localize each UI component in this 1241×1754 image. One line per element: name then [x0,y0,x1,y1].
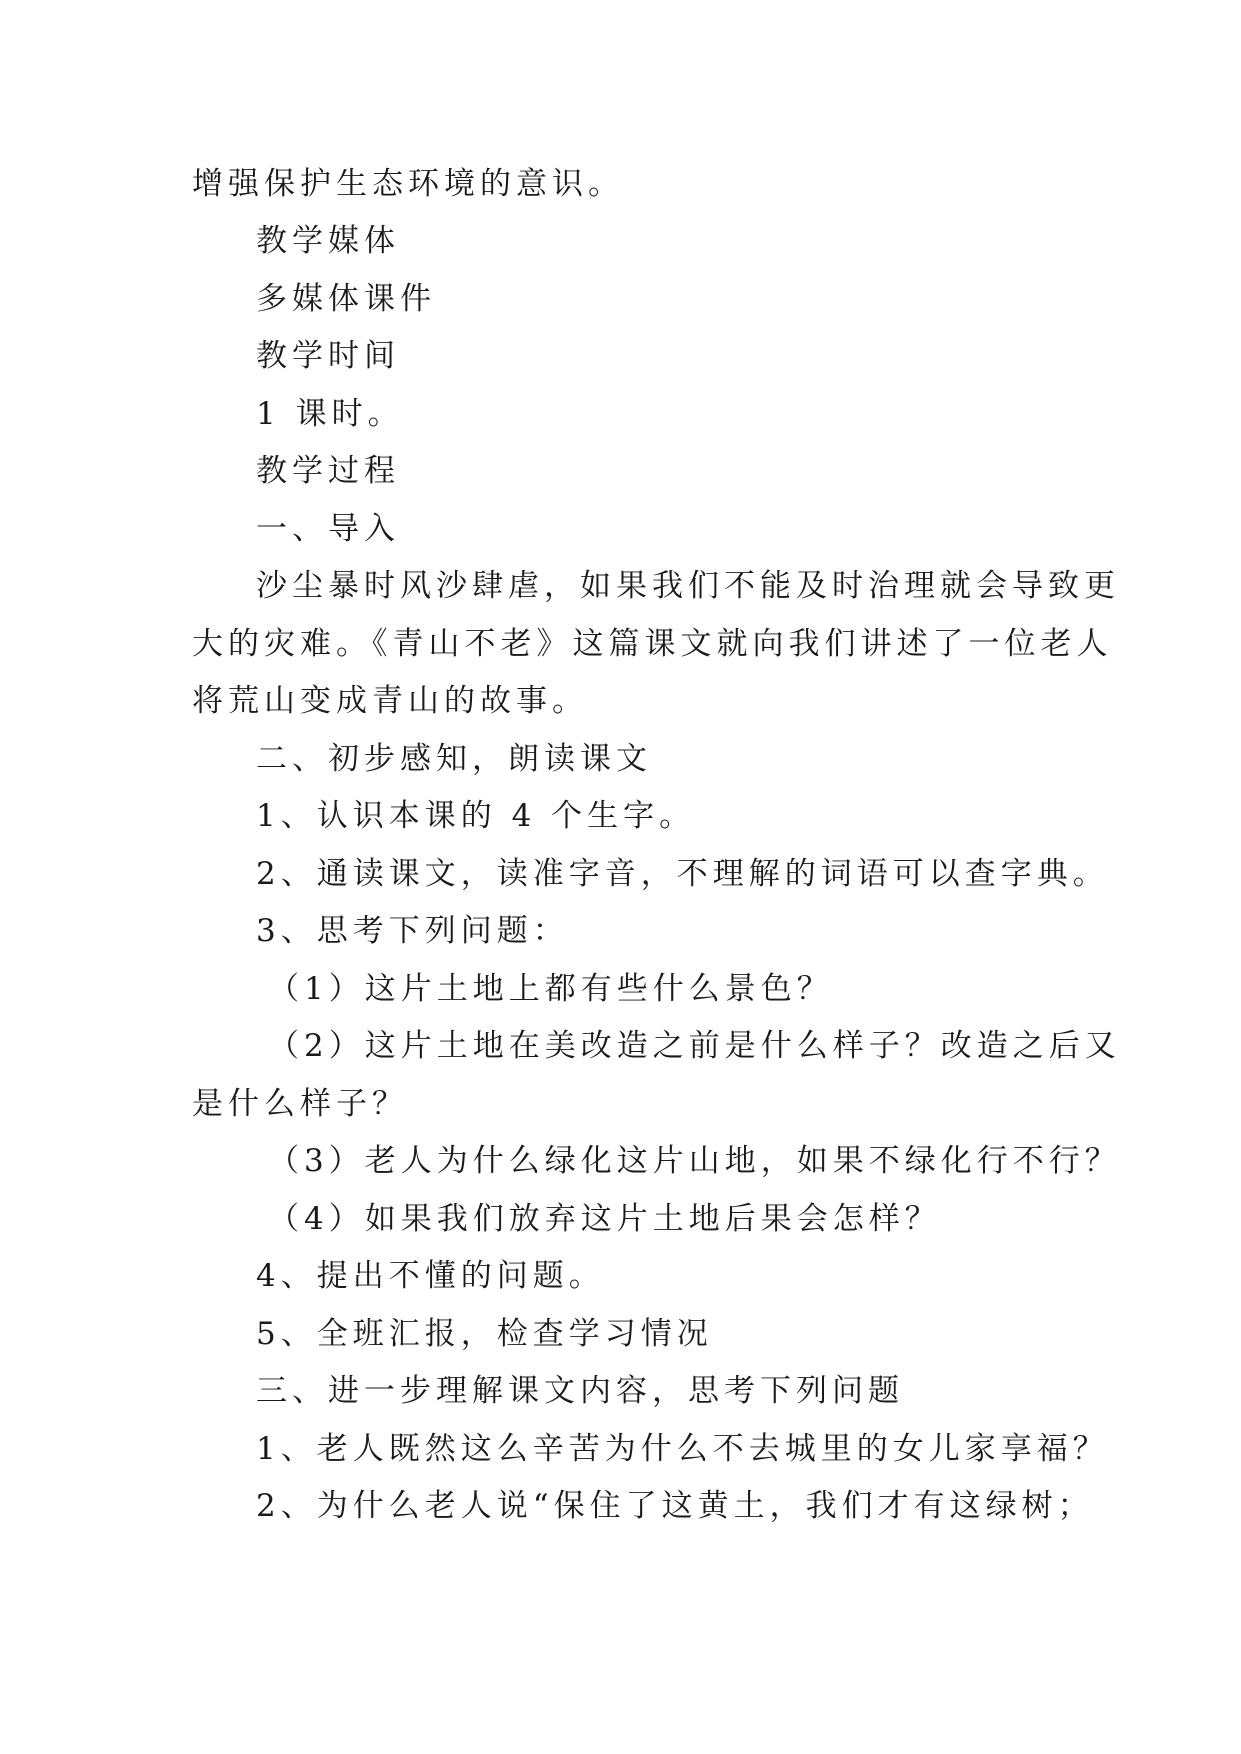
list-item: 1、认识本课的 4 个生字。 [256,798,696,834]
question-item: （4）如果我们放弃这片土地后果会怎样？ [268,1201,941,1237]
question-item: （3）老人为什么绿化这片山地，如果不绿化行不行？ [268,1143,1121,1179]
step-heading: 三、进一步理解课文内容，思考下列问题 [256,1373,904,1409]
text-line: 是什么样子？ [192,1086,408,1122]
section-heading-process: 教学过程 [256,453,400,489]
section-heading-media: 教学媒体 [256,223,400,259]
list-item: 2、通读课文，读准字音，不理解的词语可以查字典。 [256,856,1109,892]
list-item: 1、老人既然这么辛苦为什么不去城里的女儿家享福？ [256,1431,1109,1467]
list-item: 4、提出不懂的问题。 [256,1258,605,1294]
question-item: （2）这片土地在美改造之前是什么样子？改造之后又 [268,1028,1121,1064]
text-line: 增强保护生态环境的意识。 [192,166,624,202]
step-heading: 二、初步感知，朗读课文 [256,741,652,777]
list-item: 3、思考下列问题： [256,913,569,949]
question-item: （1）这片土地上都有些什么景色？ [268,971,833,1007]
text-line: 1 课时。 [256,396,404,432]
list-item: 5、全班汇报，检查学习情况 [256,1316,713,1352]
step-heading: 一、导入 [256,511,400,547]
section-heading-time: 教学时间 [256,338,400,374]
text-line: 沙尘暴时风沙肆虐，如果我们不能及时治理就会导致更 [256,568,1120,604]
text-line: 多媒体课件 [256,281,436,317]
text-line: 大的灾难。《青山不老》这篇课文就向我们讲述了一位老人 [192,626,1113,662]
list-item: 2、为什么老人说“保住了这黄土，我们才有这绿树； [256,1488,1094,1524]
text-line: 将荒山变成青山的故事。 [192,683,588,719]
